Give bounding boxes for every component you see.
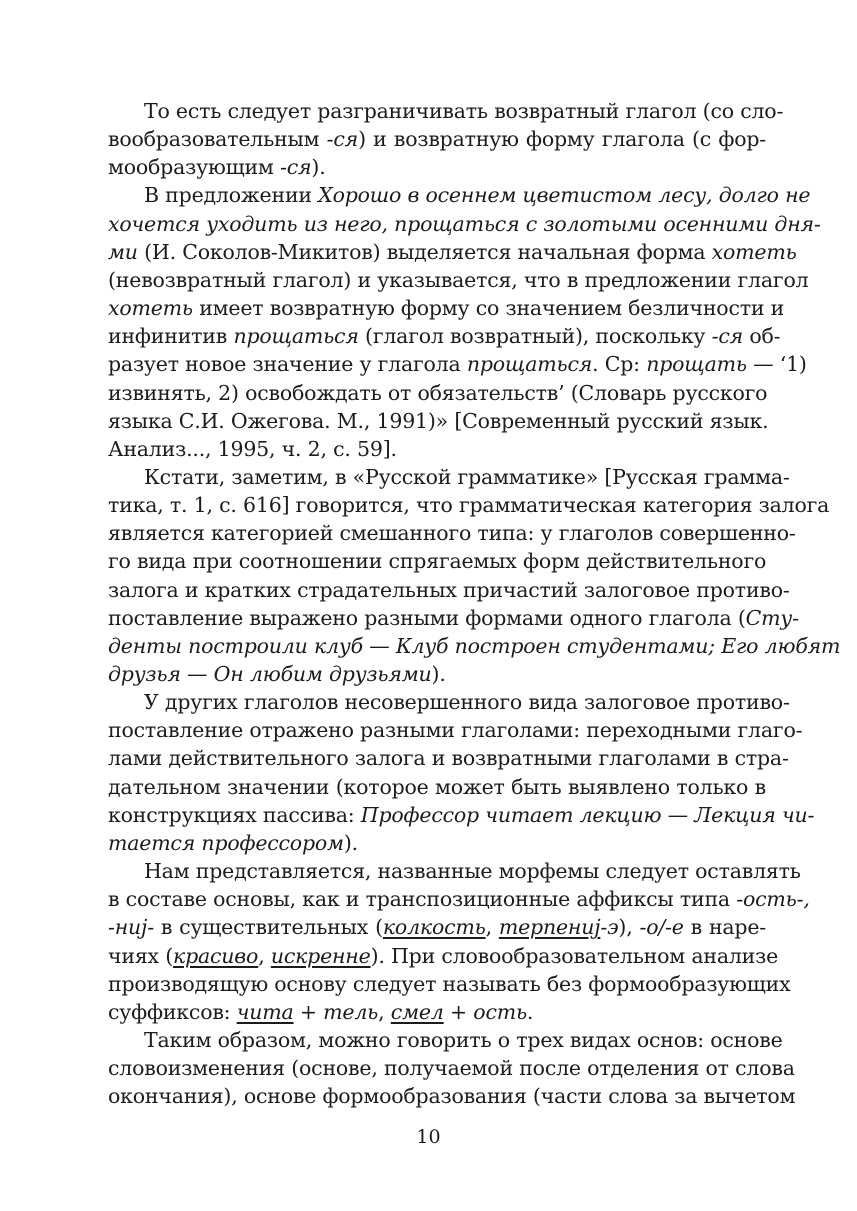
text-line — [108, 886, 810, 913]
text-span: окончания), основе формообразования (части слова за вычетом — [108, 1084, 796, 1109]
text-span: + — [293, 999, 324, 1024]
text-span: тика, т. 1, с. 616] говорится, что грамматическая категория залога — [108, 493, 830, 518]
text-span: в наре- — [683, 915, 767, 940]
text-span: Анализ..., 1995, ч. 2, с. 59]. — [108, 436, 397, 461]
text-span: извинять, 2) освобождать от обязательств’ (Словарь русского — [108, 380, 768, 405]
text-span: производящую основу следует называть без формообразующих — [108, 971, 791, 996]
italic-text: прощаться — [233, 324, 359, 349]
text-span: (глагол возвратный), поскольку — [358, 324, 712, 349]
italic-text: -ся — [280, 155, 312, 180]
text-line — [108, 1055, 795, 1082]
text-span: об- — [743, 324, 781, 349]
text-span: ). — [311, 155, 326, 180]
text-span: + — [443, 999, 474, 1024]
text-span: разует новое значение у глагола — [108, 352, 467, 377]
text-span: чиях ( — [108, 943, 174, 968]
italic-text: тается профессором — [108, 830, 344, 855]
text-span: Нам представляется, названные морфемы следует оставлять — [144, 859, 801, 883]
italic-text: -ниj- — [108, 915, 154, 940]
text-line — [108, 802, 815, 829]
text-span: вообразовательным — [108, 127, 327, 152]
text-span: В предложении — [144, 183, 319, 208]
text-line — [108, 492, 830, 519]
italic-text: -ость-, — [736, 887, 810, 912]
text-span: конструкциях пассива: — [108, 802, 361, 827]
text-span: в составе основы, как и транспозиционные аффиксы типа — [108, 887, 737, 912]
italic-text: хотеть — [108, 296, 193, 320]
text-line — [108, 126, 766, 153]
text-span: . — [526, 999, 534, 1024]
text-span: — ‘1) — [746, 352, 807, 377]
text-span: поставление выражено разными формами одного глагола ( — [108, 605, 746, 630]
text-span: поставление отражено разными глаголами: переходными глаго- — [108, 718, 803, 743]
text-line — [144, 182, 811, 209]
text-line — [108, 323, 781, 350]
italic-text: ми — [108, 239, 138, 264]
text-line — [108, 520, 796, 547]
text-line — [108, 154, 766, 181]
italic-text: Сту- — [745, 605, 799, 630]
text-span: ). — [431, 662, 446, 686]
italic-text: тель — [323, 999, 379, 1024]
text-line — [108, 745, 789, 772]
text-span: в существительных ( — [153, 915, 383, 940]
underlined-word: красиво — [173, 943, 259, 968]
italic-text: прощать — [646, 352, 747, 377]
italic-text: Хорошо в осеннем цветистом лесу, долго не — [318, 183, 811, 208]
text-line — [108, 295, 785, 322]
text-span: является категорией смешанного типа: у глаголов совершенно- — [108, 521, 796, 546]
text-line — [108, 239, 797, 266]
text-line — [144, 98, 784, 125]
text-line — [108, 999, 766, 1026]
text-span: . Ср: — [592, 352, 647, 377]
text-line — [108, 830, 766, 857]
underlined-word: терпениj — [498, 915, 601, 940]
text-line — [108, 971, 791, 998]
text-line — [108, 774, 766, 801]
text-span: залога и кратких страдательных причастий залоговое противо- — [108, 577, 790, 602]
text-line — [108, 380, 766, 407]
underlined-word: искренне — [270, 943, 371, 968]
text-line — [144, 464, 790, 491]
text-span: (И. Соколов-Микитов) выделяется начальная форма — [137, 239, 712, 264]
text-span: го вида при соотношении спрягаемых форм действительного — [108, 549, 767, 574]
text-span: , — [485, 915, 499, 940]
text-line — [108, 211, 821, 238]
italic-text: прощаться — [466, 352, 593, 377]
text-span: дательном значении (которое может быть выявлено только в — [108, 774, 766, 799]
text-span: Кстати, заметим, в «Русской грамматике» [Русская грамма- — [144, 464, 790, 489]
underlined-word: смел — [390, 999, 444, 1024]
text-line — [108, 577, 790, 604]
italic-text: денты построили клуб — Клуб построен студентами; Его любят — [108, 633, 841, 658]
italic-text: хочется уходить из него, прощаться с золотыми осенними дня- — [108, 211, 821, 236]
text-line — [144, 858, 801, 885]
text-span: суффиксов: — [108, 999, 237, 1024]
text-span: Таким образом, можно говорить о трех видах основ: основе — [144, 1027, 783, 1052]
text-span: (невозвратный глагол) и указывается, что в предложении глагол — [108, 267, 809, 292]
text-line — [108, 914, 766, 941]
text-span: мообразующим — [108, 155, 280, 180]
text-span: То есть следует разграничивать возвратный глагол (со сло- — [144, 99, 784, 123]
text-span: , — [378, 999, 391, 1024]
text-span: языка С.И. Ожегова. М., 1991)» [Современный русский язык. — [108, 408, 769, 433]
text-span: инфинитив — [108, 324, 234, 349]
italic-text: хотеть — [711, 239, 797, 264]
italic-text: -о/-е — [639, 915, 684, 940]
text-line — [108, 351, 807, 378]
text-span: ), — [618, 915, 640, 940]
text-span: ). — [343, 830, 358, 855]
text-line — [108, 661, 766, 688]
text-line — [108, 943, 779, 970]
text-span: ). При словообразовательном анализе — [370, 943, 779, 968]
italic-text: ость — [473, 999, 527, 1024]
italic-text: -э — [600, 915, 619, 940]
text-line — [108, 717, 803, 744]
text-span: словоизменения (основе, получаемой после отделения от слова — [108, 1056, 795, 1081]
text-line — [108, 267, 809, 294]
text-span: У других глаголов несовершенного вида залоговое противо- — [144, 690, 790, 715]
text-line — [108, 633, 841, 660]
text-span: ) и возвратную форму глагола (с фор- — [358, 127, 767, 152]
page-number: 10 — [416, 1126, 441, 1148]
text-line — [108, 436, 766, 463]
text-line — [108, 605, 799, 632]
text-span: , — [258, 943, 271, 968]
underlined-word: чита — [236, 999, 294, 1024]
text-line — [108, 548, 766, 575]
text-line — [144, 1027, 783, 1054]
italic-text: Профессор читает лекцию — Лекция чи- — [360, 802, 815, 827]
italic-text: -ся — [711, 324, 743, 349]
text-span: лами действительного залога и возвратными глаголами в стра- — [108, 746, 789, 771]
text-line — [108, 408, 769, 435]
italic-text: -ся — [326, 127, 359, 152]
text-span: имеет возвратную форму со значением безличности и — [192, 296, 785, 320]
text-line — [144, 689, 790, 716]
italic-text: друзья — Он любим друзьями — [108, 662, 432, 686]
underlined-word: колкость — [382, 915, 486, 940]
text-line — [108, 1083, 796, 1110]
